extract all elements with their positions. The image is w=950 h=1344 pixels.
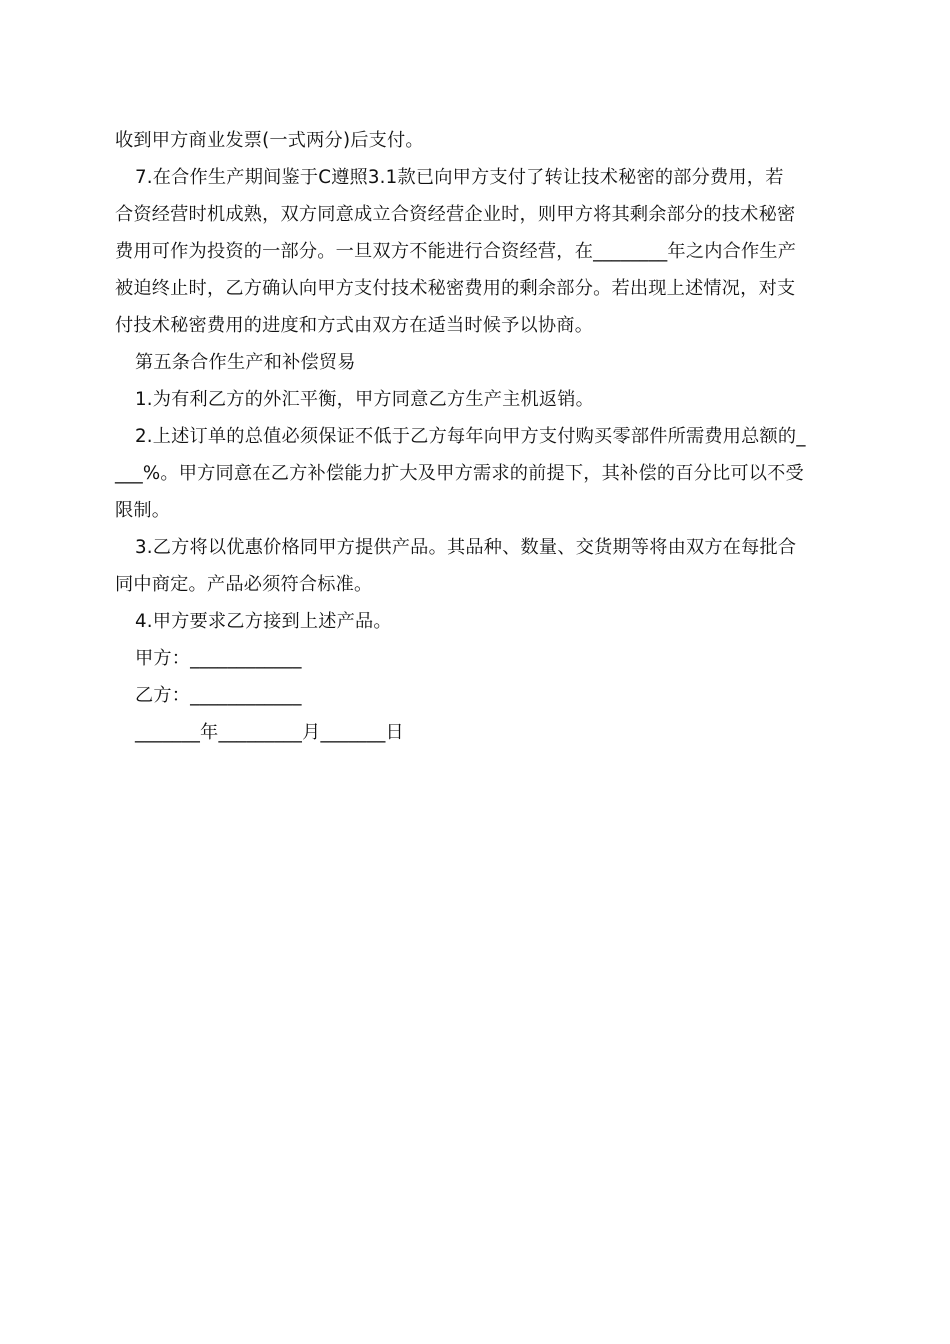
party-a-signature-line: 甲方：____________ <box>135 648 302 669</box>
paragraph-line: 收到甲方商业发票(一式两分)后支付。 <box>115 130 424 151</box>
article-5-clause-2-line: 2.上述订单的总值必须保证不低于乙方每年向甲方支付购买零部件所需费用总额的_ <box>135 426 806 447</box>
article-5-clause-3-line: 同中商定。产品必须符合标准。 <box>115 574 373 595</box>
article-5-clause-2-line: ___%。甲方同意在乙方补偿能力扩大及甲方需求的前提下，其补偿的百分比可以不受 <box>115 463 804 484</box>
article-5-heading: 第五条合作生产和补偿贸易 <box>135 352 356 373</box>
clause-7-line: 被迫终止时，乙方确认向甲方支付技术秘密费用的剩余部分。若出现上述情况，对支 <box>115 278 796 299</box>
clause-7-line: 合资经营时机成熟，双方同意成立合资经营企业时，则甲方将其剩余部分的技术秘密 <box>115 204 796 225</box>
document-body <box>115 122 837 751</box>
clause-7-line: 付技术秘密费用的进度和方式由双方在适当时候予以协商。 <box>115 315 594 336</box>
article-5-clause-1: 1.为有利乙方的外汇平衡，甲方同意乙方生产主机返销。 <box>135 389 595 410</box>
article-5-clause-4: 4.甲方要求乙方接到上述产品。 <box>135 611 392 632</box>
date-line: _______年_________月_______日 <box>135 722 404 743</box>
article-5-clause-2-line: 限制。 <box>115 500 171 521</box>
article-5-clause-3-line: 3.乙方将以优惠价格同甲方提供产品。其品种、数量、交货期等将由双方在每批合 <box>135 537 797 558</box>
clause-7-line: 7.在合作生产期间鉴于C遵照3.1款已向甲方支付了转让技术秘密的部分费用，若 <box>135 167 784 188</box>
party-b-signature-line: 乙方：____________ <box>135 685 302 706</box>
clause-7-line: 费用可作为投资的一部分。一旦双方不能进行合资经营，在________年之内合作生产 <box>115 241 797 262</box>
